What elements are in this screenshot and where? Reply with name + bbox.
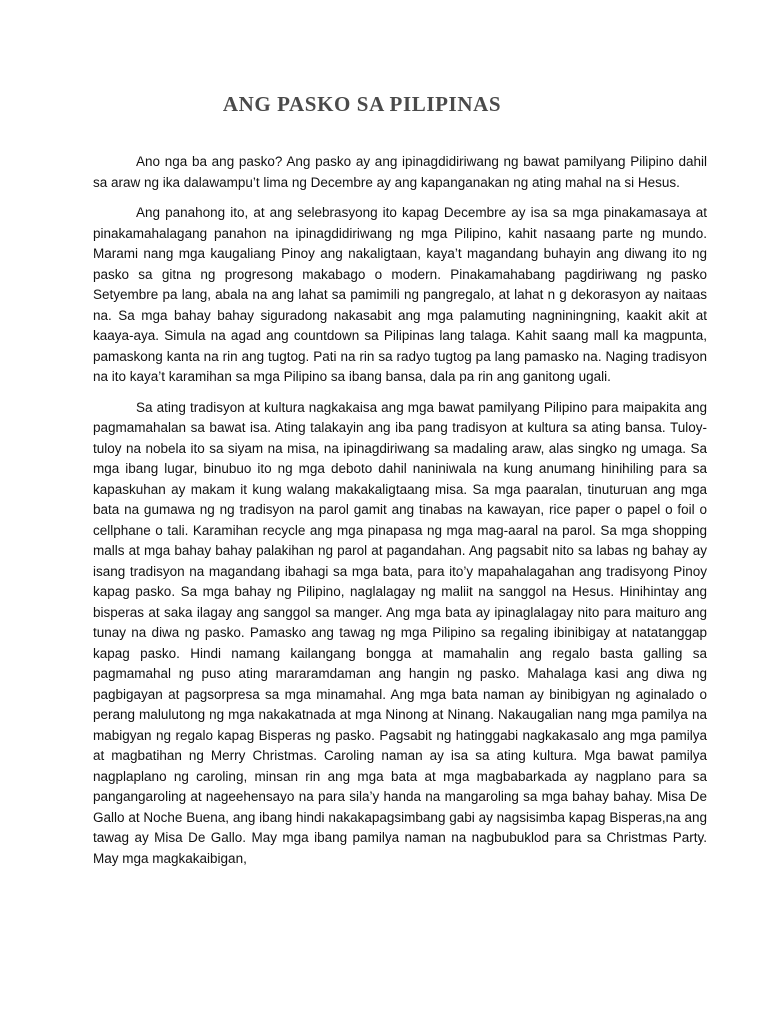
paragraph-3: Sa ating tradisyon at kultura nagkakaisa ang mga bawat pamilyang Pilipino para maipakita ang pagmamahalan sa bawat isa. Ating talakayin ang iba pang tradisyon at kultura sa ating bansa. Tuloy-tuloy na nobela ito sa siyam na misa, na ipinagdiriwang sa madaling araw, alas singko ng umaga. Sa mga ibang lugar, binubuo ito ng mga deboto dahil naniniwala na kung anumang hinihiling para sa kapaskuhan ay makam it kung walang makakaligtaang misa. Sa mga paaralan, tinuturuan ang mga bata na gumawa ng ng tradisyon na parol gamit ang tinabas na kawayan, rice paper o papel o foil o cellphane o tali. Karamihan recycle ang mga pinapasa ng mga mag-aaral na parol. Sa mga shopping malls at mga bahay bahay palakihan ng parol at pagandahan. Ang pagsabit nito sa labas ng bahay ay isang tradisyon na magandang ibahagi sa mga bata, para ito’y mapahalagahan ang tradisyong Pinoy kapag pasko. Sa mga bahay ng Pilipino, naglalagay ng maliit na sanggol na Hesus. Hinihintay ang bisperas at saka ilagay ang sanggol sa manger. Ang mga bata ay ipinaglalagay nito para maituro ang tunay na diwa ng pasko. Pamasko ang tawag ng mga Pilipino sa regaling ibinibigay at natatanggap kapag pasko. Hindi namang kailangang bongga at mamahalin ang regalo basta galling sa pagmamahal ng puso ating mararamdaman ang hangin ng pasko. Mahalaga kasi ang diwa ng pagbigayan at pagsorpresa sa mga minamahal. Ang mga bata naman ay binibigyan ng aginalado o perang malulutong ng mga nakakatnada at mga Ninong at Ninang. Nakaugalian nang mga pamilya na mabigyan ng regalo kapag Bisperas ng pasko. Pagsabit ng hatinggabi nagkakasalo ang mga pamilya at magbatihan ng Merry Christmas. Caroling naman ay isa sa ating kultura. Mga bawat pamilya nagplaplano ng caroling, minsan rin ang mga bata at mga magbabarkada ay nagplano para sa pangangaroling at nageehensayo na para sila’y handa na mangaroling sa mga bahay bahay. Misa De Gallo at Noche Buena, ang ibang hindi nakakapagsimbang gabi ay nagsisimba kapag Bisperas,na ang tawag ay Misa De Gallo. May mga ibang pamilya naman na nagbubuklod para sa Christmas Party. May mga magkakaibigan, <box>93 399 707 866</box>
document-body <box>93 152 707 879</box>
document-title: ANG PASKO SA PILIPINAS <box>222 92 502 116</box>
paragraph-1: Ano nga ba ang pasko? Ang pasko ay ang ipinagdidiriwang ng bawat pamilyang Pilipino dahil sa araw ng ika dalawampu’t lima ng Decembre ay ang kapanganakan ng ating mahal na si Hesus. <box>93 154 707 190</box>
paragraph-2: Ang panahong ito, at ang selebrasyong ito kapag Decembre ay isa sa mga pinakamasaya at pinakamahalagang panahon na ipinagdidiriwang ng mga Pilipino, kahit nasaang parte ng mundo. Marami nang mga kaugaliang Pinoy ang nakaligtaan, kaya’t magandang buhayin ang diwang ito ng pasko sa gitna ng progresong makabago o modern. Pinakamahabang pagdiriwang ng pasko Setyembre pa lang, abala na ang lahat sa pamimili ng pangregalo, at lahat n g dekorasyon ay naitaas na. Sa mga bahay bahay siguradong nakasabit ang mga palamuting nagniningning, kaakit akit at kaaya-aya. Simula na agad ang countdown sa Pilipinas lang talaga. Kahit saang mall ka magpunta, pamaskong kanta na rin ang tugtog. Pati na rin sa radyo tugtog pa lang pamasko na. Naging tradisyon na ito kaya’t karamihan sa mga Pilipino sa ibang bansa, dala pa rin ang ganitong ugali. <box>93 205 707 384</box>
